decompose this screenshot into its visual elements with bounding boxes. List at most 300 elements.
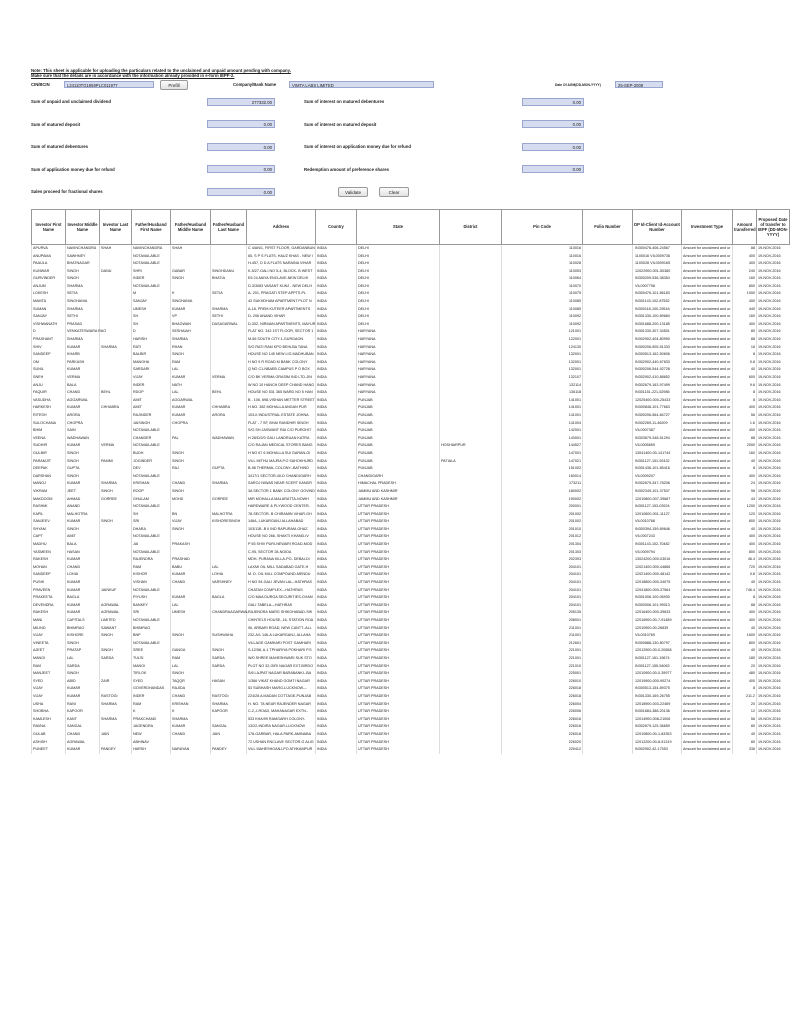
table-cell: HARYANA [357,389,440,397]
table-cell: KUMAR [66,602,100,610]
table-cell: INDIA [316,244,357,252]
table-cell: NOTAVAILABLE [132,587,171,595]
table-cell: MOHD [171,496,211,504]
table-cell [211,344,247,352]
table-cell: SINGH [66,458,100,466]
table-cell: ROOP [132,488,171,496]
table-cell: Amount for unclaimed and ur [682,549,733,557]
table-cell [211,602,247,610]
table-cell: NEW [132,731,171,739]
table-cell: MALHOTRA [211,511,247,519]
table-row [32,458,790,466]
table-cell: 12018900-003-22469 [633,701,682,709]
table-cell: 132001 [502,359,583,367]
table-cell [100,321,132,329]
table-cell: MANJEET [32,670,66,678]
table-cell: 19-NOV-2016 [757,450,790,458]
table-cell [583,693,633,701]
table-cell: SETHI [66,313,100,321]
table-cell: WADHAWAN [66,435,100,443]
table-cell: Amount for unclaimed and ur [682,427,733,435]
table-cell [211,473,247,481]
table-cell: SUMAN [32,306,66,314]
table-cell: INDER [132,275,171,283]
table-cell: 201002 [502,518,583,526]
table-cell: 19-NOV-2016 [757,533,790,541]
table-cell: PUNJAB [357,435,440,443]
summary-row [31,158,741,181]
agm-date-input[interactable]: 25-SEP-2009 [615,81,663,88]
table-cell: DELHI [357,298,440,306]
table-cell: E6 24-MAYA ENCLAVE-NEW DELHI [247,275,316,283]
table-cell: IN302902-42-17553 [633,746,682,754]
table-cell: SARDA [211,655,247,663]
summary-label: Sum of matured debentures [31,144,89,150]
table-cell [440,564,502,572]
summary-row [31,180,741,203]
table-row [32,473,790,481]
table-cell: NARAYAN [171,746,211,754]
table-cell: 19-NOV-2016 [757,366,790,374]
table-cell [211,366,247,374]
table-cell [440,275,502,283]
table-cell: SHARMA [100,716,132,724]
table-row [32,488,790,496]
table-cell [440,617,502,625]
table-cell: CHAND [171,480,211,488]
table-row [32,321,790,329]
column-header: Investor Middle Name [66,209,100,244]
table-cell: 19-NOV-2016 [757,298,790,306]
table-cell: 400 [733,541,757,549]
table-cell [583,283,633,291]
table-cell [583,647,633,655]
table-cell [211,625,247,633]
table-cell: VIL0010768 [633,518,682,526]
table-cell: KAPIL [32,511,66,519]
table-cell: 1600 [733,632,757,640]
table-cell [583,328,633,336]
table-cell: INDIA [316,526,357,534]
table-cell: HARYANA [357,366,440,374]
table-cell: BHATNAGAR [66,260,100,268]
table-cell: PRASAD [66,321,100,329]
table-cell: SHRI [132,268,171,276]
table-row [32,412,790,420]
table-cell: INDIA [316,488,357,496]
table-cell: A- 201, PRAGATI STEP APPTS-PL [247,290,316,298]
table-cell: 202393 [502,556,583,564]
table-cell: 19-NOV-2016 [757,731,790,739]
summary-value-field[interactable]: 0.00 [522,120,584,128]
table-cell [583,602,633,610]
table-cell: INDIA [316,298,357,306]
table-row [32,306,790,314]
table-cell: UTTAR PRADESH [357,533,440,541]
table-cell: BABU [171,564,211,572]
table-cell: NAVINCHANDRA [132,244,171,252]
table-cell: KAMLESH [32,716,66,724]
table-cell: 720 [733,564,757,572]
table-cell: 1000 [733,290,757,298]
table-cell: 19-NOV-2016 [757,313,790,321]
table-cell: JAGENDRA [132,723,171,731]
table-cell: Amount for unclaimed and ur [682,389,733,397]
table-cell: 1200 [733,503,757,511]
table-cell: DASAGARWAL [211,321,247,329]
table-cell: Amount for unclaimed and ur [682,655,733,663]
table-cell: 141004 [502,420,583,428]
table-cell: HOSHIARPUR [440,442,502,450]
table-cell: BANKEY [132,602,171,610]
table-cell: INDIA [316,518,357,526]
table-cell: AGGARWAL [171,397,211,405]
table-cell: PUNEET [32,746,66,754]
table-cell [583,366,633,374]
table-cell [100,359,132,367]
table-cell: FAQUIR [32,389,66,397]
table-cell: 40 [733,647,757,655]
table-cell: 19-NOV-2016 [757,306,790,314]
table-cell: NOTAVAILABLE [132,617,171,625]
table-cell: INDIA [316,647,357,655]
table-cell: INDIA [316,685,357,693]
table-cell: MAMTA [32,298,66,306]
table-cell [100,685,132,693]
summary-value-field[interactable]: 0.00 [207,143,275,151]
summary-value-field[interactable]: 0.00 [522,165,584,173]
table-cell: NOTAVAILABLE [132,442,171,450]
table-cell: INDIA [316,427,357,435]
table-cell: INDIA [316,655,357,663]
table-cell: RAM [171,655,211,663]
table-cell: RASTOGI [211,693,247,701]
table-cell [100,336,132,344]
table-cell [583,473,633,481]
table-row [32,283,790,291]
table-cell: IN302349-101-37537 [633,488,682,496]
table-cell: 19-NOV-2016 [757,412,790,420]
table-cell [440,366,502,374]
table-cell: UTTAR PRADESH [357,723,440,731]
table-cell: SYED [32,678,66,686]
summary-row [31,113,741,136]
table-cell: SHAH [100,244,132,252]
column-header: DP Id-Client Id-Account Number [633,209,682,244]
table-cell: 80 [733,739,757,747]
table-cell [100,290,132,298]
summary-value-field[interactable]: 0.00 [207,165,275,173]
summary-value-field[interactable]: 0.00 [522,98,584,106]
table-cell: PUNJAB [357,442,440,450]
table-cell [171,587,211,595]
table-cell: Amount for unclaimed and ur [682,716,733,724]
table-cell: 19-NOV-2016 [757,526,790,534]
table-cell: SHARMA [211,701,247,709]
table-row [32,716,790,724]
table-cell: 3417/1 SECTOR-40-D CHANDIGARH [247,473,316,481]
table-cell: SHARMA [171,716,211,724]
table-row [32,549,790,557]
table-cell [583,533,633,541]
summary-label: Redemption amount of preference shares [304,166,390,172]
table-row [32,533,790,541]
table-cell: 19-NOV-2016 [757,541,790,549]
table-cell: 20 [733,663,757,671]
summary-value-field[interactable]: 0.00 [207,188,275,196]
table-cell [583,450,633,458]
table-cell: SRI [132,518,171,526]
table-cell [211,244,247,252]
table-cell: INDIA [316,640,357,648]
table-row [32,594,790,602]
table-cell: Amount for unclaimed and ur [682,328,733,336]
note-text [31,68,741,78]
table-cell: SHARMA [100,480,132,488]
column-header: Investor Last Name [100,209,132,244]
table-cell: INDIA [316,351,357,359]
table-row [32,503,790,511]
table-cell: IN300888-130-80797 [633,640,682,648]
table-cell: UTTAR PRADESH [357,701,440,709]
column-header: Father/Husband First Name [132,209,171,244]
table-cell: IN301127-151-92432 [633,458,682,466]
table-cell: SANGAL [211,723,247,731]
summary-value-field[interactable]: 277332.00 [207,98,275,106]
table-cell: 12021400-000-48142 [633,571,682,579]
table-cell: ABID [66,678,100,686]
table-cell [440,374,502,382]
table-cell: UTTAR PRADESH [357,556,440,564]
table-cell: SNEH [32,374,66,382]
table-cell: 19-NOV-2016 [757,244,790,252]
table-cell [440,541,502,549]
table-cell: 226018 [502,731,583,739]
table-cell [583,571,633,579]
table-cell: AMIT [132,404,171,412]
company-name-input[interactable]: VIMTA LABS LIMITED [289,81,434,88]
table-cell: 160 [733,275,757,283]
table-cell: 19-NOV-2016 [757,488,790,496]
table-cell [211,442,247,450]
table-cell: IN300206-564-84727 [633,412,682,420]
table-cell [583,359,633,367]
table-cell [211,617,247,625]
table-cell [171,640,211,648]
table-cell: CHOPRA [66,420,100,428]
table-cell [440,678,502,686]
table-cell [440,336,502,344]
table-cell: SINGH [66,275,100,283]
table-cell [100,541,132,549]
table-cell [440,716,502,724]
table-cell: 110028 [502,260,583,268]
table-cell: 800 [733,283,757,291]
table-cell: 226020 [502,739,583,747]
table-cell: SHARMA [100,344,132,352]
summary-row [31,135,741,158]
table-cell: APURVA [32,244,66,252]
table-cell: PUNJAB [357,412,440,420]
table-cell: ANJU [32,382,66,390]
table-cell: PUNJAB [357,427,440,435]
table-cell [583,435,633,443]
table-row [32,617,790,625]
table-cell: 19-NOV-2016 [757,594,790,602]
table-cell: PAL [171,435,211,443]
table-cell [100,579,132,587]
table-cell: 205135 [502,609,583,617]
table-cell [100,723,132,731]
table-cell: W NO 10 HANCH DEEP CHAND HANG [247,382,316,390]
table-cell: RAJINDER [132,412,171,420]
summary-row [31,90,741,113]
table-cell [100,473,132,481]
table-cell [440,594,502,602]
table-cell: 19-NOV-2016 [757,670,790,678]
table-cell: KUMAR [66,480,100,488]
table-cell [440,518,502,526]
table-cell [440,488,502,496]
table-row [32,427,790,435]
table-cell [440,708,502,716]
table-cell [583,503,633,511]
table-cell: D-3/3083 VASANT KUNJ - NEW DELH [247,283,316,291]
table-cell [440,313,502,321]
header-row [31,79,741,90]
prefill-button[interactable]: Prefill [160,80,188,90]
table-cell: 72 USHAN ENCLAVE SECTOR-G ALIG [247,739,316,747]
table-cell: VIJAY [32,693,66,701]
table-cell: IN300118-100-29518 [633,306,682,314]
table-cell: CHANDRAAGARWAL [211,609,247,617]
clear-button[interactable]: Clear [379,187,409,197]
table-cell: CHANDIGARH [357,473,440,481]
table-cell: LAL [66,655,100,663]
table-cell: AJEET [32,647,66,655]
table-cell: VISHWANATH [32,321,66,329]
table-cell: SANDEEP [32,571,66,579]
table-cell [583,298,633,306]
table-cell: CHAND [66,564,100,572]
table-cell: PARAMJIT [32,458,66,466]
table-cell: PUSHI [32,579,66,587]
table-cell: SANJAY [32,313,66,321]
table-cell: D- 206 ANAND VIHAR [247,313,316,321]
table-cell: HOUSE NO 145 NEW LIG MADHUBAN [247,351,316,359]
table-cell: Amount for unclaimed and ur [682,556,733,564]
table-cell: BALA [66,382,100,390]
summary-label: Sum of matured deposit [31,121,81,127]
table-cell: SRI [132,609,171,617]
table-cell: 400 [733,260,757,268]
table-cell: 53 SUBHASH MARG-LUCKNOW--- [247,685,316,693]
note-line-1: Note: This sheet is applicable for uploading the particulars related to the unclaimed and unpaid amount pending with company. [31,68,291,73]
summary-value-field[interactable]: 0.00 [522,143,584,151]
table-row [32,526,790,534]
table-cell: KUMAR [66,366,100,374]
table-cell: Amount for unclaimed and ur [682,344,733,352]
table-cell: 19-NOV-2016 [757,442,790,450]
table-cell: 19-NOV-2016 [757,503,790,511]
table-cell: SHARMA [66,306,100,314]
summary-value-field[interactable]: 0.00 [207,120,275,128]
table-cell: 8 [733,594,757,602]
table-row [32,290,790,298]
table-cell: INDIA [316,435,357,443]
table-cell: Amount for unclaimed and ur [682,579,733,587]
table-row [32,351,790,359]
table-cell [583,427,633,435]
table-cell: C-95, SECTOR 28-NOIDA [247,549,316,557]
table-cell: 19-NOV-2016 [757,602,790,610]
table-cell [440,693,502,701]
summary-label: Sum of application money due for refund [31,166,115,172]
table-cell: LAL [171,663,211,671]
table-cell: 400 [733,609,757,617]
table-cell [100,564,132,572]
table-cell: 141001 [502,397,583,405]
table-cell [583,511,633,519]
table-row [32,253,790,261]
table-cell: H. NO. 78-NEAR RAJENDER NAGAR [247,701,316,709]
table-cell: 19-NOV-2016 [757,678,790,686]
table-cell [440,389,502,397]
table-cell: UTTAR PRADESH [357,678,440,686]
table-row [32,693,790,701]
table-cell [211,685,247,693]
table-cell [100,450,132,458]
table-cell: SETHI [211,313,247,321]
table-cell: SINGH [66,526,100,534]
table-cell [100,435,132,443]
table-cell [211,397,247,405]
table-cell: 19-NOV-2016 [757,404,790,412]
table-cell [440,306,502,314]
table-cell [100,503,132,511]
table-cell: HARISH [132,336,171,344]
table-cell: UTTAR PRADESH [357,587,440,595]
table-row [32,571,790,579]
table-cell: 226018 [502,693,583,701]
table-cell: DELHI [357,268,440,276]
table-cell: INDIA [316,458,357,466]
table-cell [583,541,633,549]
table-cell: JAIN [211,731,247,739]
table-cell [211,328,247,336]
table-cell: VIJAY [32,685,66,693]
table-cell [440,655,502,663]
table-cell: INDIA [316,731,357,739]
table-cell: INDIA [316,716,357,724]
validate-button[interactable]: Validate [338,187,368,197]
table-row [32,374,790,382]
column-header: Pin Code [502,209,583,244]
cin-input[interactable]: L24110TG1959PLC011977 [64,81,154,88]
table-cell: S/O SH JASWANT RAI C/O PUROHIT [247,427,316,435]
table-cell [440,533,502,541]
table-cell: 110092 [502,313,583,321]
table-cell: SESHAIAH [171,328,211,336]
table-row [32,442,790,450]
table-cell [100,283,132,291]
table-cell: 201304 [502,541,583,549]
table-cell: 180002 [502,488,583,496]
table-cell: INDIA [316,739,357,747]
table-cell: SINGH [66,450,100,458]
table-cell: KUMAR [171,374,211,382]
table-cell: RASHMI [32,503,66,511]
